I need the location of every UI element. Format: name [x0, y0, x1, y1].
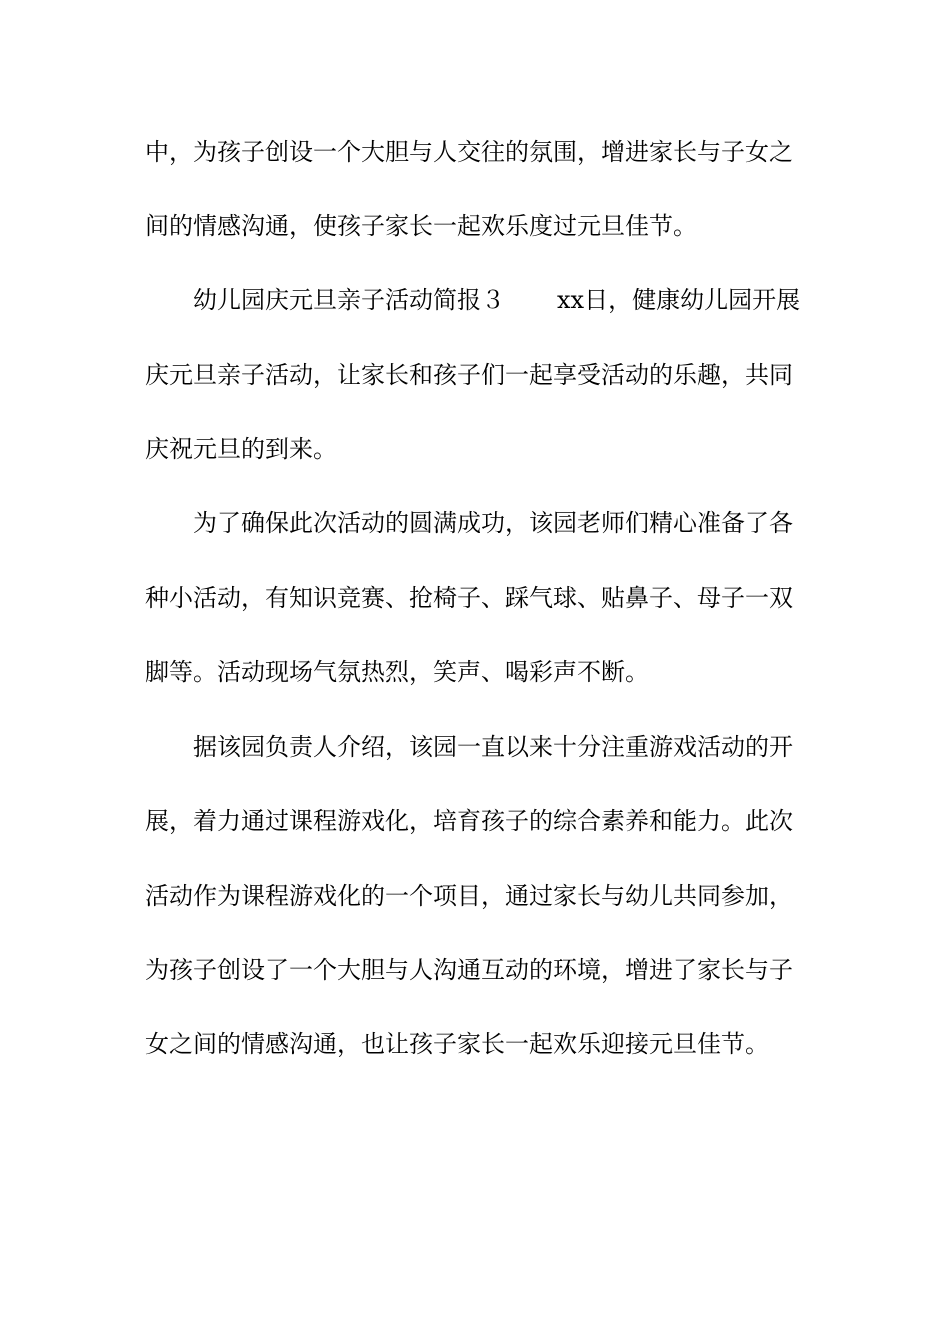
paragraph-line: 庆祝元旦的到来。	[145, 435, 337, 463]
paragraph-line: 种小活动，有知识竞赛、抢椅子、踩气球、贴鼻子、母子一双	[145, 584, 793, 612]
report-title: 幼儿园庆元旦亲子活动简报３	[193, 286, 505, 314]
paragraph-line: 展，着力通过课程游戏化，培育孩子的综合素养和能力。此次	[145, 807, 793, 835]
paragraph-line: 女之间的情感沟通，也让孩子家长一起欢乐迎接元旦佳节。	[145, 1030, 769, 1058]
paragraph-line: 为孩子创设了一个大胆与人沟通互动的环境，增进了家长与子	[145, 956, 793, 984]
paragraph-line: 脚等。活动现场气氛热烈，笑声、喝彩声不断。	[145, 658, 649, 686]
paragraph-line: 庆元旦亲子活动，让家长和孩子们一起享受活动的乐趣，共同	[145, 361, 793, 389]
report-heading-line	[193, 280, 815, 320]
paragraph-line: 活动作为课程游戏化的一个项目，通过家长与幼儿共同参加，	[145, 882, 793, 910]
paragraph-line: 据该园负责人介绍，该园一直以来十分注重游戏活动的开	[193, 733, 793, 761]
paragraph-line: 间的情感沟通，使孩子家长一起欢乐度过元旦佳节。	[145, 212, 697, 240]
paragraph-line: 为了确保此次活动的圆满成功，该园老师们精心准备了各	[193, 509, 793, 537]
report-date-text: xx日，健康幼儿园开展	[557, 286, 801, 314]
paragraph-line: 中，为孩子创设一个大胆与人交往的氛围，增进家长与子女之	[145, 138, 793, 166]
